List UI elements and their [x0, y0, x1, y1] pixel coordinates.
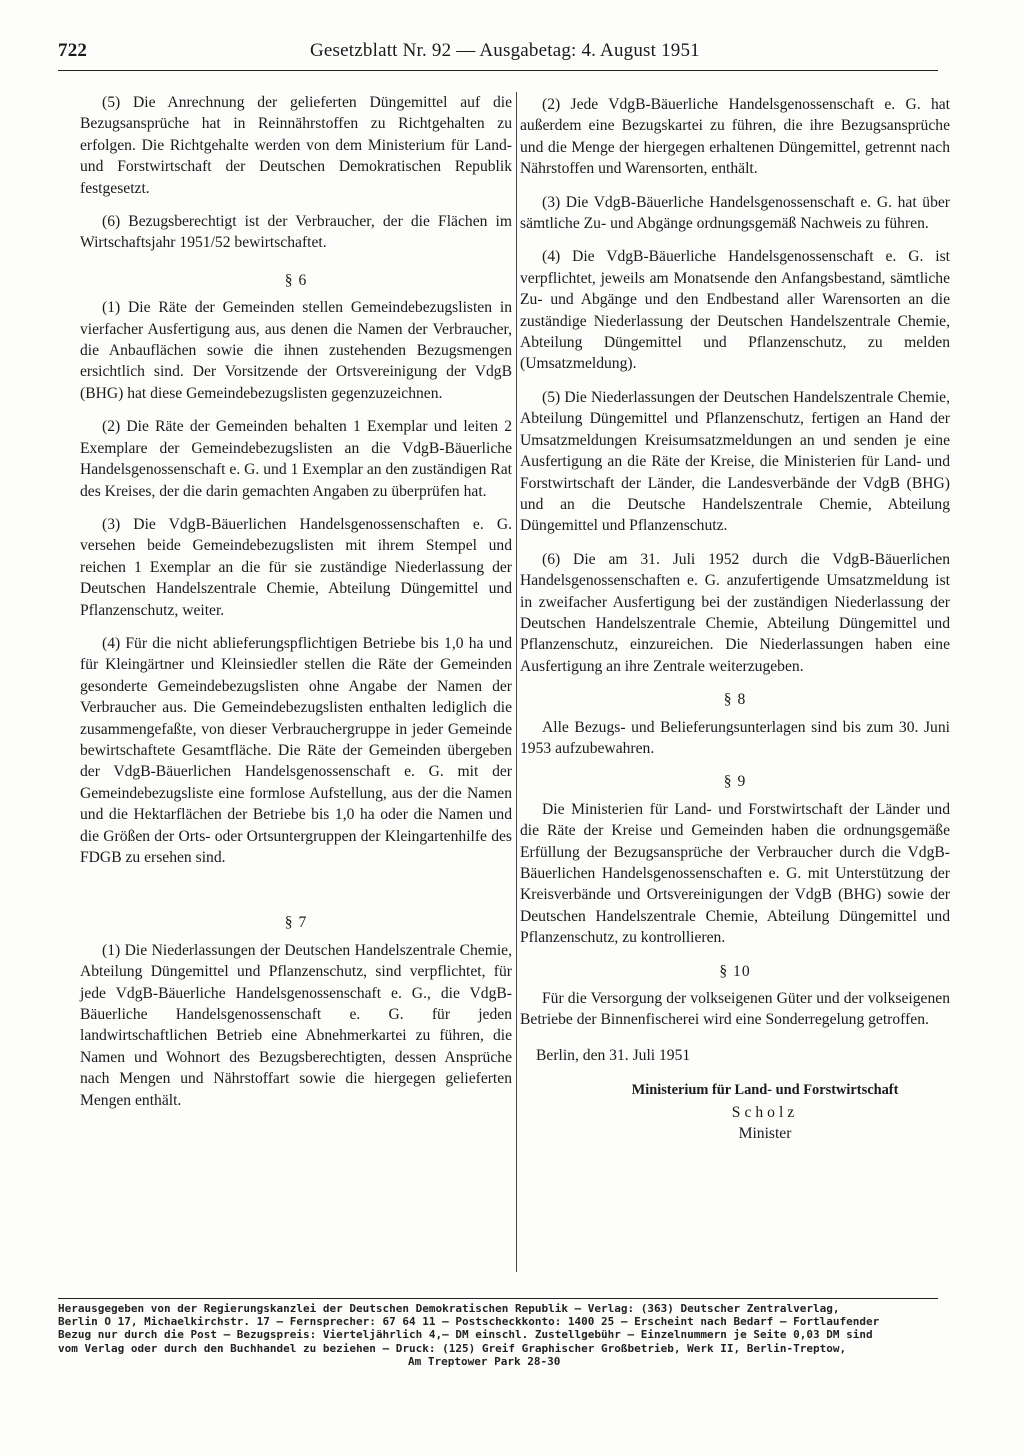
imprint-line: vom Verlag oder durch den Buchhandel zu beziehen — Druck: (125) Greif Graphischer Großbetrieb, Werk II, Berlin-Treptow, [58, 1341, 847, 1355]
paragraph: (6) Die am 31. Juli 1952 durch die VdgB-Bäuerlichen Handelsgenossenschaften e. G. anzufertigende Umsatzmeldung ist in zweifacher Ausfertigung bei der zuständigen Niederlassung der Deutschen Handelszentrale Chemie, Abteilung Düngemittel und Pflanzenschutz, einzureichen. Die Niederlassungen haben eine Ausfertigung an ihre Zentrale weiterzugeben. [520, 550, 950, 675]
signer-title: Minister [738, 1125, 792, 1143]
page-header [58, 40, 958, 68]
signer-name: Scholz [731, 1103, 799, 1121]
header-rule [58, 70, 938, 71]
spacer [80, 880, 512, 902]
page-number: 722 [58, 40, 88, 61]
paragraph: (3) Die VdgB-Bäuerliche Handelsgenossenschaft e. G. hat über sämtliche Zu- und Abgänge ordnungsgemäß Nachweis zu führen. [520, 193, 950, 233]
column-divider [516, 92, 517, 1272]
paragraph: (2) Jede VdgB-Bäuerliche Handelsgenossenschaft e. G. hat außerdem eine Bezugskartei zu führen, die ihre Bezugsansprüche und die Menge der hiergegen erhaltenen Düngemittel, getrennt nach Nährstoffen und Warensorten, enthält. [520, 96, 950, 178]
section-heading: § 10 [719, 962, 751, 980]
paragraph: (1) Die Niederlassungen der Deutschen Handelszentrale Chemie, Abteilung Düngemittel und Pflanzenschutz, sind verpflichtet, für jede VdgB-Bäuerliche Handelsgenossenschaft e. G., die VdgB-Bäuerliche Handelsgenossenschaft e. G. für jeden landwirtschaftlichen Betrieb eine Abnehmerkartei zu führen, die Namen und Wohnort des Bezugsberechtigten, dessen Ansprüche nach Mengen und Nährstoffart sowie die hiergegen gelieferten Mengen enthält. [80, 941, 512, 1109]
section-heading: § 9 [723, 773, 747, 791]
right-column [520, 94, 950, 1144]
section-heading: § 8 [723, 691, 747, 709]
imprint-line: Berlin O 17, Michaelkirchstr. 17 — Fernsprecher: 67 64 11 — Postscheckkonto: 1400 25 — Erscheint nach Bedarf — Fortlaufender [58, 1315, 880, 1329]
paragraph: (1) Die Räte der Gemeinden stellen Gemeindebezugslisten in vierfacher Ausfertigung aus, aus denen die Namen der Verbraucher, die Anbauflächen sowie die ihnen zustehenden Bezugsmengen ersichtlich sind. Der Vorsitzende der Ortsvereinigung der VdgB (BHG) hat diese Gemeindebezugslisten gegenzuzeichnen. [80, 299, 512, 402]
paragraph: (3) Die VdgB-Bäuerlichen Handelsgenossenschaften e. G. versehen beide Gemeindebezugslisten mit ihrem Stempel und reichen 1 Exemplar an die für sie zuständige Niederlassung der Deutschen Handelszentrale Chemie, Abteilung Düngemittel und Pflanzenschutz, weiter. [80, 515, 512, 619]
place-date: Berlin, den 31. Juli 1951 [536, 1046, 691, 1064]
ministry-name: Ministerium für Land- und Forstwirtschaft [631, 1082, 899, 1099]
footer-rule [58, 1298, 938, 1299]
paragraph: (5) Die Anrechnung der gelieferten Düngemittel auf die Bezugsansprüche hat in Reinnährstoffen zu Richtgehalten zu erfolgen. Die Richtgehalte werden von dem Ministerium für Land- und Forstwirtschaft der Deutschen Demokratischen Republik festgesetzt. [80, 94, 512, 197]
section-heading: § 6 [284, 271, 308, 289]
left-column [80, 92, 512, 1123]
running-title: Gesetzblatt Nr. 92 — Ausgabetag: 4. August 1951 [310, 40, 700, 61]
section-heading: § 7 [284, 914, 308, 932]
imprint-line: Herausgegeben von der Regierungskanzlei der Deutschen Demokratischen Republik — Verlag: (363) Deutscher Zentralverlag, [58, 1302, 840, 1315]
paragraph: Die Ministerien für Land- und Forstwirtschaft der Länder und die Räte der Kreise und Gemeinden haben die ordnungsgemäße Erfüllung der Bezugsansprüche der Verbraucher durch die VdgB-Bäuerlichen Handelsgenossenschaften e. G. mit Unterstützung der Kreisverbände und Ortsvereinigungen der VdgB (BHG) sowie der Deutschen Handelszentrale Chemie, Abteilung Düngemittel und Pflanzenschutz, zu kontrollieren. [520, 800, 950, 947]
paragraph: (6) Bezugsberechtigt ist der Verbraucher, der die Flächen im Wirtschaftsjahr 1951/52 bewirtschaftet. [80, 213, 512, 252]
paragraph: Für die Versorgung der volkseigenen Güter und der volkseigenen Betriebe der Binnenfischerei wird eine Sonderregelung getroffen. [520, 990, 950, 1029]
imprint [58, 1302, 938, 1368]
paragraph: (4) Die VdgB-Bäuerliche Handelsgenossenschaft e. G. ist verpflichtet, jeweils am Monatsende den Anfangsbestand, sämtliche Zu- und Abgänge und den Endbestand aller Warensorten an die zuständige Niederlassung der Deutschen Handelszentrale Chemie, Abteilung Düngemittel und Pflanzenschutz, zu melden (Umsatzmeldung). [520, 248, 950, 373]
imprint-line: Am Treptower Park 28-30 [408, 1354, 561, 1368]
paragraph: (4) Für die nicht ablieferungspflichtigen Betriebe bis 1,0 ha und für Kleingärtner und Kleinsiedler stellen die Räte der Gemeinden gesonderte Gemeindebezugslisten ohne Angabe der Namen der Verbraucher aus. Die Gemeindebezugslisten enthalten lediglich die zusammengefaßte, von dieser Verbrauchergruppe in jeder Gemeinde bewirtschaftete Gesamtfläche. Die Räte der Gemeinden übergeben der VdgB-Bäuerlichen Handelsgenossenschaft e. G. mit der Gemeindebezugsliste eine formlose Aufstellung, aus der die Namen und die Hektarflächen der Betriebe bis 1,0 ha oder die Namen und die Größen der Orts- oder Ortsuntergruppen der Kleingartenhilfe des FDGB zu ersehen sind. [80, 634, 512, 866]
paragraph: (5) Die Niederlassungen der Deutschen Handelszentrale Chemie, Abteilung Düngemittel und Pflanzenschutz, fertigen an Hand der Umsatzmeldungen Kreisumsatzmeldungen an und senden je eine Ausfertigung an die Räte der Kreise, die Ministerien für Land- und Forstwirtschaft der Länder, die Landesverbände der VdgB (BHG) und an die Deutsche Handelszentrale Chemie, Abteilung Düngemittel und Pflanzenschutz. [520, 388, 950, 535]
paragraph: Alle Bezugs- und Belieferungsunterlagen sind bis zum 30. Juni 1953 aufzubewahren. [520, 718, 950, 757]
imprint-line: Bezug nur durch die Post — Bezugspreis: Vierteljährlich 4,— DM einschl. Zustellgebühr — Einzelnummern je Seite 0,03 DM sind [58, 1328, 873, 1342]
paragraph: (2) Die Räte der Gemeinden behalten 1 Exemplar und leiten 2 Exemplare der Gemeindebezugslisten an die VdgB-Bäuerliche Handelsgenossenschaft e. G. und 1 Exemplar an den zuständigen Rat des Kreises, der die darin gemachten Angaben zu überprüfen hat. [80, 418, 512, 500]
